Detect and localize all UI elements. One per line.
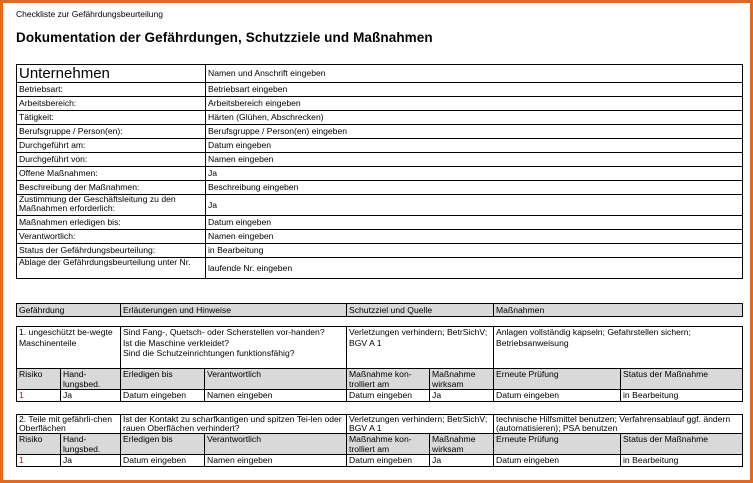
checked-date-value[interactable]: Datum eingeben <box>347 390 430 402</box>
responsible-value[interactable]: Namen eingeben <box>205 390 347 402</box>
subheader-erledigen: Erledigen bis <box>121 434 205 455</box>
info-row <box>17 216 743 230</box>
subheader-erneute: Erneute Prüfung <box>494 434 621 455</box>
info-row <box>17 181 743 195</box>
measure-status-value[interactable]: in Bearbeitung <box>621 455 743 467</box>
info-row <box>17 153 743 167</box>
info-value[interactable]: Datum eingeben <box>206 139 743 153</box>
recheck-date-value[interactable]: Datum eingeben <box>494 390 621 402</box>
info-label: Arbeitsbereich: <box>17 97 206 111</box>
hazard-description-row <box>17 327 743 369</box>
info-value[interactable]: Ja <box>206 195 743 216</box>
effective-value[interactable]: Ja <box>430 390 494 402</box>
hazard-protection-goal: Verletzungen verhindern; BetrSichV; BGV A 1 <box>347 327 494 369</box>
risk-value[interactable]: 1 <box>17 455 61 467</box>
hazard-name: 2. Teile mit gefährli-chen Oberflächen <box>17 415 121 434</box>
checked-date-value[interactable]: Datum eingeben <box>347 455 430 467</box>
info-row <box>17 111 743 125</box>
info-row <box>17 97 743 111</box>
subheader-kontrolliert: Maßnahme kon-trolliert am <box>347 434 430 455</box>
info-label: Betriebsart: <box>17 83 206 97</box>
info-row <box>17 258 743 279</box>
hazard-name: 1. ungeschützt be-wegte Maschinenteile <box>17 327 121 369</box>
hazard-block-2 <box>16 414 743 467</box>
info-label: Durchgeführt am: <box>17 139 206 153</box>
subheader-wirksam: Maßnahme wirksam <box>430 434 494 455</box>
info-row <box>17 139 743 153</box>
responsible-value[interactable]: Namen eingeben <box>205 455 347 467</box>
info-value[interactable]: Betriebsart eingeben <box>206 83 743 97</box>
hazard-measures: Anlagen vollständig kapseln; Gefahrstellen sichern; Betriebsanweisung <box>494 327 743 369</box>
hazard-block-1 <box>16 326 743 402</box>
info-row <box>17 230 743 244</box>
risk-value[interactable]: 1 <box>17 390 61 402</box>
info-row <box>17 244 743 258</box>
document-title: Dokumentation der Gefährdungen, Schutzziele und Maßnahmen <box>16 30 433 45</box>
info-value[interactable]: Berufsgruppe / Person(en) eingeben <box>206 125 743 139</box>
info-row <box>17 83 743 97</box>
info-value[interactable]: Namen eingeben <box>206 153 743 167</box>
info-row <box>17 65 743 83</box>
info-value[interactable]: in Bearbeitung <box>206 244 743 258</box>
hazard-explanation: Sind Fang-, Quetsch- oder Scherstellen vor-handen? Ist die Maschine verkleidet? Sind die Schutzeinrichtungen funktionsfähig? <box>121 327 347 369</box>
subheader-risiko: Risiko <box>17 369 61 390</box>
header-gefaehrdung: Gefährdung <box>17 304 121 317</box>
info-value[interactable]: Arbeitsbereich eingeben <box>206 97 743 111</box>
hazard-values-row <box>17 455 743 467</box>
header-erlaeuterungen: Erläuterungen und Hinweise <box>121 304 347 317</box>
subheader-wirksam: Maßnahme wirksam <box>430 369 494 390</box>
subheader-verantwortlich: Verantwortlich <box>205 369 347 390</box>
info-value[interactable]: Ja <box>206 167 743 181</box>
subheader-erneute: Erneute Prüfung <box>494 369 621 390</box>
recheck-date-value[interactable]: Datum eingeben <box>494 455 621 467</box>
action-needed-value[interactable]: Ja <box>61 390 121 402</box>
info-label: Offene Maßnahmen: <box>17 167 206 181</box>
info-label: Durchgeführt von: <box>17 153 206 167</box>
info-label: Zustimmung der Geschäftsleitung zu den Maßnahmen erforderlich: <box>17 195 206 216</box>
info-value[interactable]: Härten (Glühen, Abschrecken) <box>206 111 743 125</box>
subheader-handlungsbed: Hand-lungsbed. <box>61 434 121 455</box>
info-label: Tätigkeit: <box>17 111 206 125</box>
page <box>16 8 742 465</box>
hazard-description-row <box>17 415 743 434</box>
info-label: Status der Gefährdungsbeurteilung: <box>17 244 206 258</box>
action-needed-value[interactable]: Ja <box>61 455 121 467</box>
info-value[interactable]: laufende Nr. eingeben <box>206 258 743 279</box>
hazard-values-row <box>17 390 743 402</box>
info-row <box>17 167 743 181</box>
info-label: Beschreibung der Maßnahmen: <box>17 181 206 195</box>
effective-value[interactable]: Ja <box>430 455 494 467</box>
info-value[interactable]: Namen eingeben <box>206 230 743 244</box>
hazard-explanation: Ist der Kontakt zu scharfkantigen und spitzen Tei-len oder rauen Oberflächen verhindert? <box>121 415 347 434</box>
subheader-handlungsbed: Hand-lungsbed. <box>61 369 121 390</box>
subheader-status: Status der Maßnahme <box>621 369 743 390</box>
measure-status-value[interactable]: in Bearbeitung <box>621 390 743 402</box>
hazard-subheader-row <box>17 434 743 455</box>
subheader-status: Status der Maßnahme <box>621 434 743 455</box>
info-value[interactable]: Namen und Anschrift eingeben <box>206 65 743 83</box>
document-subtitle: Checkliste zur Gefährdungsbeurteilung <box>16 9 163 19</box>
hazard-protection-goal: Verletzungen verhindern; BetrSichV; BGV A 1 <box>347 415 494 434</box>
due-date-value[interactable]: Datum eingeben <box>121 455 205 467</box>
info-row <box>17 195 743 216</box>
subheader-risiko: Risiko <box>17 434 61 455</box>
hazard-subheader-row <box>17 369 743 390</box>
subheader-kontrolliert: Maßnahme kon-trolliert am <box>347 369 430 390</box>
info-label: Maßnahmen erledigen bis: <box>17 216 206 230</box>
info-label: Unternehmen <box>17 65 206 83</box>
company-info-table <box>16 64 743 279</box>
info-label: Verantwortlich: <box>17 230 206 244</box>
due-date-value[interactable]: Datum eingeben <box>121 390 205 402</box>
subheader-verantwortlich: Verantwortlich <box>205 434 347 455</box>
info-value[interactable]: Datum eingeben <box>206 216 743 230</box>
subheader-erledigen: Erledigen bis <box>121 369 205 390</box>
info-value[interactable]: Beschreibung eingeben <box>206 181 743 195</box>
hazard-measures: technische Hilfsmittel benutzen; Verfahrensablauf ggf. ändern (automatisieren); PSA benutzen <box>494 415 743 434</box>
header-schutzziel: Schutzziel und Quelle <box>347 304 494 317</box>
hazard-section-header <box>16 303 743 317</box>
header-massnahmen: Maßnahmen <box>494 304 743 317</box>
info-label: Berufsgruppe / Person(en): <box>17 125 206 139</box>
info-label: Ablage der Gefährdungsbeurteilung unter Nr. <box>17 258 206 279</box>
info-row <box>17 125 743 139</box>
